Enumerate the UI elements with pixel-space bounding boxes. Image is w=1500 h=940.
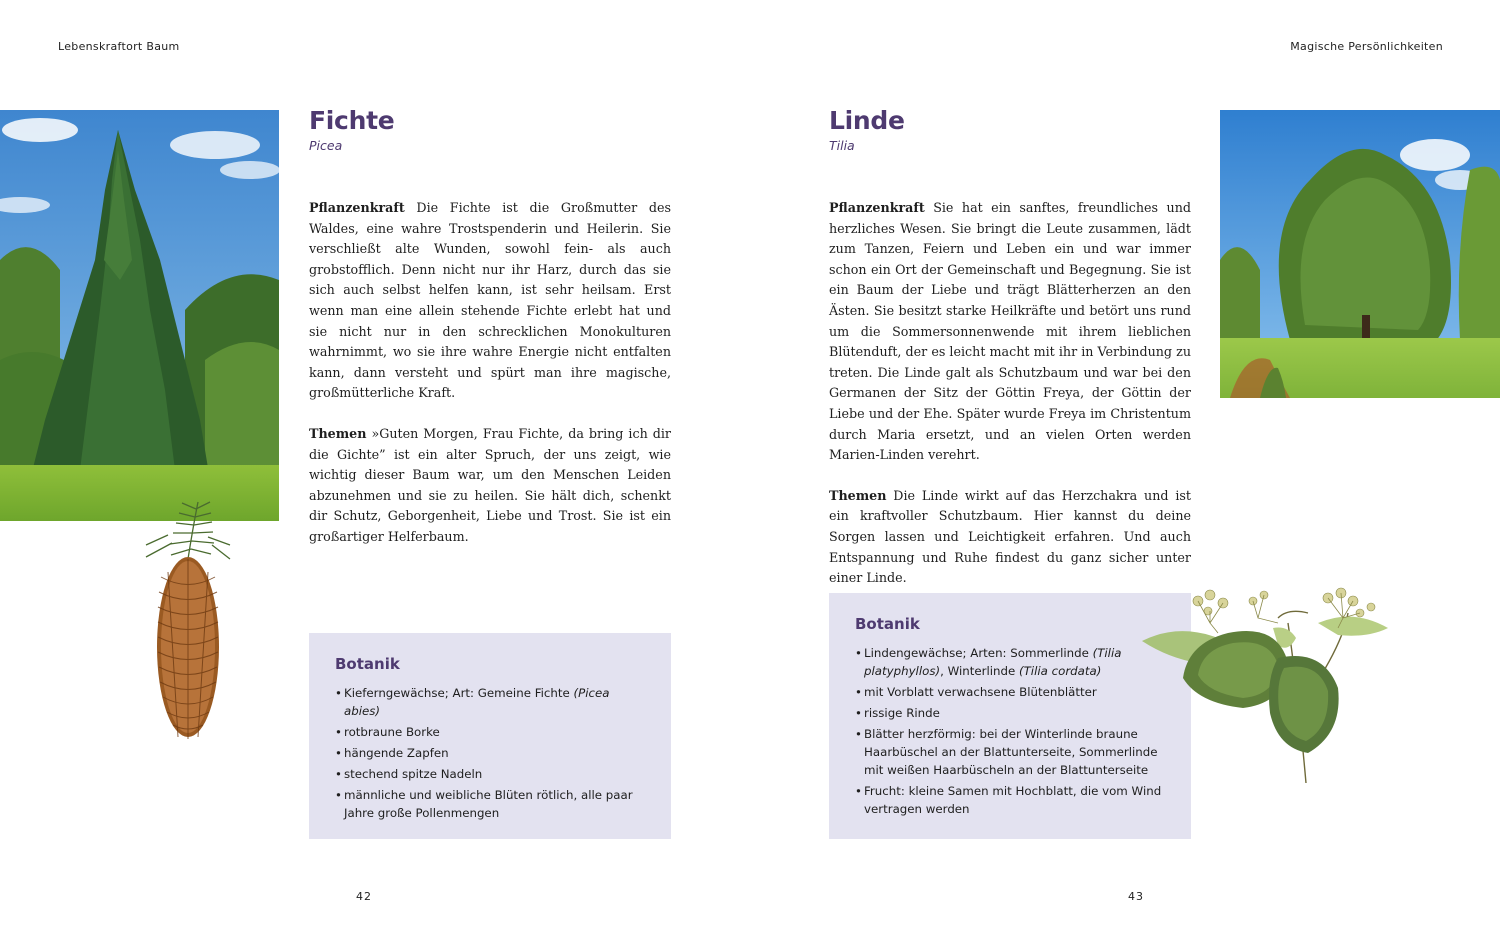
themen-label: Themen	[829, 487, 887, 503]
list-item: • Kieferngewächse; Art: Gemeine Fichte (Picea abies)	[335, 684, 645, 720]
botanik-list	[855, 644, 1165, 818]
linde-title: Linde	[829, 106, 905, 135]
themen-label: Themen	[309, 425, 367, 441]
spruce-tree-photo	[0, 110, 279, 521]
pflanzenkraft-text: Die Fichte ist die Großmutter des Waldes, eine wahre Trostspenderin und Heilerin. Sie verschließt alte Wunden, sowohl fein- als auch grobstofflich. Denn nicht nur ihr Harz, durch das sie sich auch selbst helfen kann, ist sehr heilsam. Erst wenn man eine allein stehende Fichte erlebt hat und sie nicht nur in den schrecklichen Monokulturen wahrnimmt, wo sie ihre wahre Energie nicht entfalten kann, dann versteht und spürt man ihre magische, großmütterliche Kraft.	[309, 200, 671, 401]
running-head-right: Magische Persönlichkeiten	[1290, 40, 1443, 53]
linden-leaf-illustration	[1138, 583, 1410, 788]
spruce-cone-illustration	[138, 497, 236, 755]
list-item: • mit Vorblatt verwachsene Blütenblätter	[855, 683, 1165, 701]
list-item: • männliche und weibliche Blüten rötlich, alle paar Jahre große Pollenmengen	[335, 786, 645, 822]
page-number-right: 43	[1128, 890, 1144, 903]
fichte-latin-name: Picea	[309, 138, 343, 153]
pflanzenkraft-text: Sie hat ein sanftes, freundliches und herzliches Wesen. Sie bringt die Leute zusammen, lädt zum Tanzen, Feiern und Leben ein und war immer schon ein Ort der Gemeinschaft und Begegnung. Sie ist ein Baum der Liebe und trägt Blätterherzen an den Ästen. Sie besitzt starke Heilkräfte und betört uns rund um die Sommersonnenwende mit ihrem lieblichen Blütenduft, der es leicht macht mit ihr in Verbindung zu treten. Die Linde galt als Schutzbaum und war bei den Germanen der Sitz der Göttin Freya, der Göttin der Liebe und der Ehe. Später wurde Freya im Christentum durch Maria ersetzt, und an vielen Orten werden Marien-Linden verehrt.	[829, 200, 1191, 463]
linde-column	[829, 104, 1191, 589]
page-number-left: 42	[356, 890, 372, 903]
themen-text: »Guten Morgen, Frau Fichte, da bring ich dir die Gichte” ist ein alter Spruch, der uns zeigt, wie wichtig dieser Baum war, um den Menschen Leiden abzunehmen und sie zu heilen. Sie hält dich, schenkt dir Schutz, Geborgenheit, Liebe und Trost. Sie ist ein großartiger Helferbaum.	[309, 425, 671, 544]
fichte-themen-paragraph	[309, 424, 671, 548]
pflanzenkraft-label: Pflanzenkraft	[829, 200, 925, 215]
linden-tree-photo	[1220, 110, 1500, 398]
fichte-botanik-box	[309, 633, 671, 839]
list-item: • Blätter herzförmig: bei der Winterlinde braune Haarbüschel an der Blattunterseite, Sommerlinde mit weißen Haarbüscheln an der Blattunterseite	[855, 725, 1165, 779]
themen-text: Die Linde wirkt auf das Herzchakra und ist ein kraftvoller Schutzbaum. Hier kannst du deine Sorgen lassen und Leichtigkeit erfahren. Und auch Entspannung und Ruhe findest du ganz sicher unter einer Linde.	[829, 487, 1191, 586]
linde-pflanzenkraft-paragraph	[829, 198, 1191, 466]
list-item: • hängende Zapfen	[335, 744, 645, 762]
fichte-pflanzenkraft-paragraph	[309, 198, 671, 404]
list-item: • rissige Rinde	[855, 704, 1165, 722]
linde-latin-name: Tilia	[829, 138, 855, 153]
linde-themen-paragraph	[829, 486, 1191, 589]
running-head-left: Lebenskraftort Baum	[58, 40, 180, 53]
list-item: • Lindengewächse; Arten: Sommerlinde (Tilia platyphyllos), Winterlinde (Tilia cordata)	[855, 644, 1165, 680]
botanik-title: Botanik	[855, 615, 920, 633]
list-item: • Frucht: kleine Samen mit Hochblatt, die vom Wind vertragen werden	[855, 782, 1165, 818]
pflanzenkraft-label: Pflanzenkraft	[309, 200, 405, 215]
list-item: • stechend spitze Nadeln	[335, 765, 645, 783]
botanik-title: Botanik	[335, 655, 400, 673]
list-item: • rotbraune Borke	[335, 723, 645, 741]
fichte-title: Fichte	[309, 106, 395, 135]
linde-botanik-box	[829, 593, 1191, 839]
botanik-list	[335, 684, 645, 822]
fichte-column	[309, 104, 671, 548]
